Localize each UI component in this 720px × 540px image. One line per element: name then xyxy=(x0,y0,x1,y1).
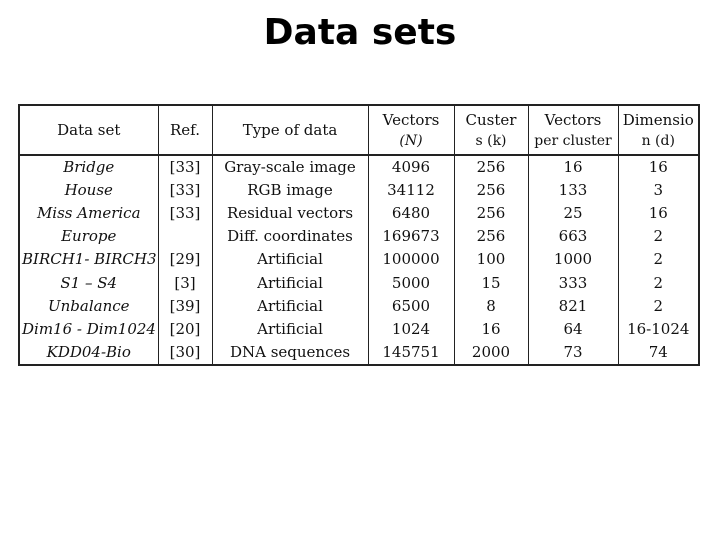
cell-dimension: 2 xyxy=(618,225,698,248)
cell-dimension: 16-1024 xyxy=(618,318,698,341)
cell-clusters: 256 xyxy=(454,225,528,248)
cell-dataset: BIRCH1- BIRCH3 xyxy=(22,250,157,269)
cell-ref: [20] xyxy=(158,318,212,341)
cell-dimension: 74 xyxy=(618,341,698,364)
cell-clusters: 15 xyxy=(454,272,528,295)
table-row xyxy=(20,341,698,364)
cell-ref: [29] xyxy=(158,248,212,271)
cell-vectors-per-cluster: 133 xyxy=(528,179,618,202)
table-row xyxy=(20,295,698,318)
cell-dataset: Bridge xyxy=(63,158,115,177)
cell-vectors-per-cluster: 333 xyxy=(528,272,618,295)
cell-vectors: 4096 xyxy=(368,155,454,179)
cell-type: Artificial xyxy=(212,295,368,318)
header-ref: Ref. xyxy=(158,106,212,155)
cell-clusters: 8 xyxy=(454,295,528,318)
cell-ref: [33] xyxy=(158,202,212,225)
table-row xyxy=(20,318,698,341)
cell-dimension: 16 xyxy=(618,155,698,179)
table-row xyxy=(20,202,698,225)
cell-clusters: 16 xyxy=(454,318,528,341)
cell-dimension: 2 xyxy=(618,272,698,295)
table-row xyxy=(20,248,698,271)
cell-type: Residual vectors xyxy=(212,202,368,225)
cell-vectors: 34112 xyxy=(368,179,454,202)
cell-type: DNA sequences xyxy=(212,341,368,364)
cell-dimension: 2 xyxy=(618,248,698,271)
header-vectors-per-cluster: Vectors per cluster xyxy=(528,106,618,155)
cell-clusters: 256 xyxy=(454,155,528,179)
cell-dataset: Dim16 - Dim1024 xyxy=(22,319,156,338)
cell-vectors-per-cluster: 25 xyxy=(528,202,618,225)
cell-type: Artificial xyxy=(212,248,368,271)
cell-ref: [30] xyxy=(158,341,212,364)
cell-ref: [33] xyxy=(158,155,212,179)
cell-dataset: S1 – S4 xyxy=(60,273,118,292)
cell-ref xyxy=(158,225,212,248)
cell-vectors: 100000 xyxy=(368,248,454,271)
cell-clusters: 100 xyxy=(454,248,528,271)
cell-vectors-per-cluster: 16 xyxy=(528,155,618,179)
cell-vectors: 169673 xyxy=(368,225,454,248)
cell-dimension: 3 xyxy=(618,179,698,202)
table-row xyxy=(20,272,698,295)
cell-dataset: Miss America xyxy=(36,204,141,223)
cell-dataset: KDD04-Bio xyxy=(46,342,131,361)
cell-dataset: Unbalance xyxy=(47,296,130,315)
cell-clusters: 256 xyxy=(454,179,528,202)
cell-vectors: 6480 xyxy=(368,202,454,225)
cell-vectors-per-cluster: 821 xyxy=(528,295,618,318)
cell-vectors-per-cluster: 73 xyxy=(528,341,618,364)
cell-type: Diff. coordinates xyxy=(212,225,368,248)
header-clusters: Custer s (k) xyxy=(454,106,528,155)
header-row xyxy=(20,106,698,155)
cell-dataset: House xyxy=(64,181,113,200)
table-row xyxy=(20,179,698,202)
cell-vectors: 1024 xyxy=(368,318,454,341)
cell-vectors-per-cluster: 64 xyxy=(528,318,618,341)
cell-vectors: 145751 xyxy=(368,341,454,364)
header-dataset: Data set xyxy=(20,106,158,155)
table-row xyxy=(20,155,698,179)
cell-ref: [3] xyxy=(158,272,212,295)
cell-type: Artificial xyxy=(212,318,368,341)
table-body xyxy=(20,155,698,364)
cell-type: Artificial xyxy=(212,272,368,295)
cell-vectors: 5000 xyxy=(368,272,454,295)
header-type: Type of data xyxy=(212,106,368,155)
header-vectors: Vectors (N) xyxy=(368,106,454,155)
cell-clusters: 2000 xyxy=(454,341,528,364)
cell-type: RGB image xyxy=(212,179,368,202)
cell-dimension: 16 xyxy=(618,202,698,225)
cell-type: Gray-scale image xyxy=(212,155,368,179)
datasets-table xyxy=(18,104,700,366)
cell-ref: [39] xyxy=(158,295,212,318)
cell-vectors: 6500 xyxy=(368,295,454,318)
table-row xyxy=(20,225,698,248)
cell-vectors-per-cluster: 1000 xyxy=(528,248,618,271)
page-title: Data sets xyxy=(263,12,457,53)
cell-vectors-per-cluster: 663 xyxy=(528,225,618,248)
datasets-grid xyxy=(20,106,698,364)
cell-clusters: 256 xyxy=(454,202,528,225)
cell-ref: [33] xyxy=(158,179,212,202)
cell-dataset: Europe xyxy=(61,227,117,246)
cell-dimension: 2 xyxy=(618,295,698,318)
header-dimension: Dimensio n (d) xyxy=(618,106,698,155)
